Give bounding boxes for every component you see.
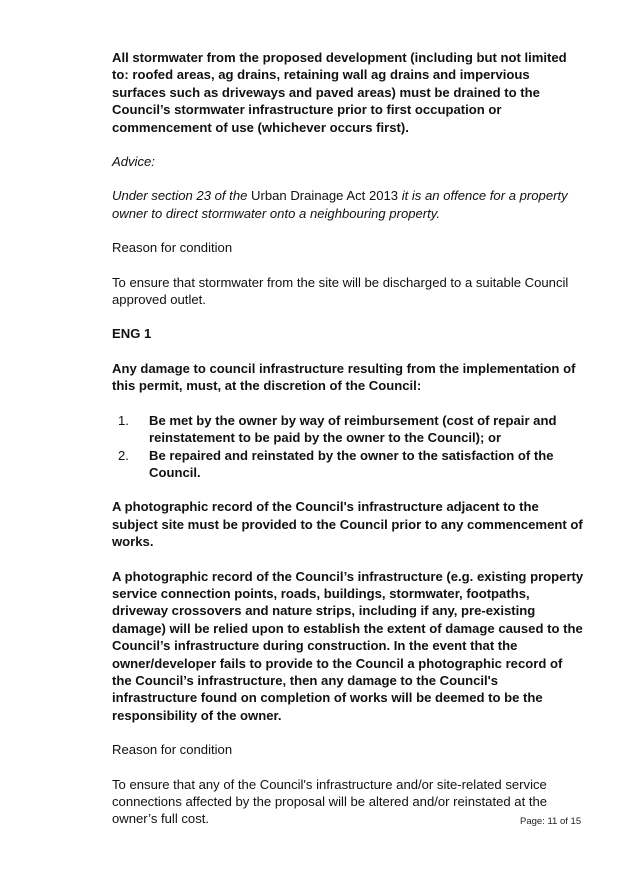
advice-label: Advice: xyxy=(112,154,155,170)
reason-label: Reason for condition xyxy=(112,240,233,256)
page-number: Page: 11 of 15 xyxy=(520,816,582,827)
advice-text-post: it is an offence for a property owner to direct stormwater onto a neighbouring property. xyxy=(112,188,568,221)
list-item xyxy=(112,447,584,482)
page-content xyxy=(112,49,584,845)
advice-text-pre: Under section 23 of the xyxy=(112,188,252,204)
list-item xyxy=(112,412,584,447)
reason-text: To ensure that stormwater from the site will be discharged to a suitable Council approved outlet. xyxy=(112,274,569,308)
photo-record-details: A photographic record of the Council’s infrastructure (e.g. existing property service connection points, roads, buildings, stormwater, footpaths, driveway crossovers and nature strips, including if any, pre-existing damage) will be relied upon to establish the extent of damage caused to the Council’s infrastructure during construction. In the event that the owner/developer fails to provide to the Council a photographic record of the Council’s infrastructure, then any damage to the Council's infrastructure found on completion of works will be deemed to be the responsibility of the owner. xyxy=(112,568,584,723)
list-item-text: Be met by the owner by way of reimbursement (cost of repair and reinstatement to be paid by the owner to the Council); or xyxy=(149,412,557,446)
photo-record-requirement: A photographic record of the Council's infrastructure adjacent to the subject site must be provided to the Council prior to any commencement of works. xyxy=(112,499,583,550)
act-name: Urban Drainage Act 2013 xyxy=(251,188,399,204)
eng-heading: ENG 1 xyxy=(112,326,152,342)
list-item-number: 2. xyxy=(118,447,129,463)
reason-text: To ensure that any of the Council's infrastructure and/or site-related service connections affected by the proposal will be altered and/or reinstated at the owner’s full cost. xyxy=(112,776,548,827)
damage-intro: Any damage to council infrastructure resulting from the implementation of this permit, must, at the discretion of the Council: xyxy=(112,360,576,394)
list-item-text: Be repaired and reinstated by the owner to the satisfaction of the Council. xyxy=(149,447,554,480)
list-item-number: 1. xyxy=(118,412,129,428)
stormwater-condition: All stormwater from the proposed development (including but not limited to: roofed areas, ag drains, retaining wall ag drains and impervious surfaces such as driveways and paved areas) must be drained to the Council’s stormwater infrastructure prior to first occupation or commencement of use (whichever occurs first). xyxy=(112,50,567,135)
damage-options-list xyxy=(112,412,584,482)
reason-label: Reason for condition xyxy=(112,742,233,758)
advice-text xyxy=(112,187,584,222)
